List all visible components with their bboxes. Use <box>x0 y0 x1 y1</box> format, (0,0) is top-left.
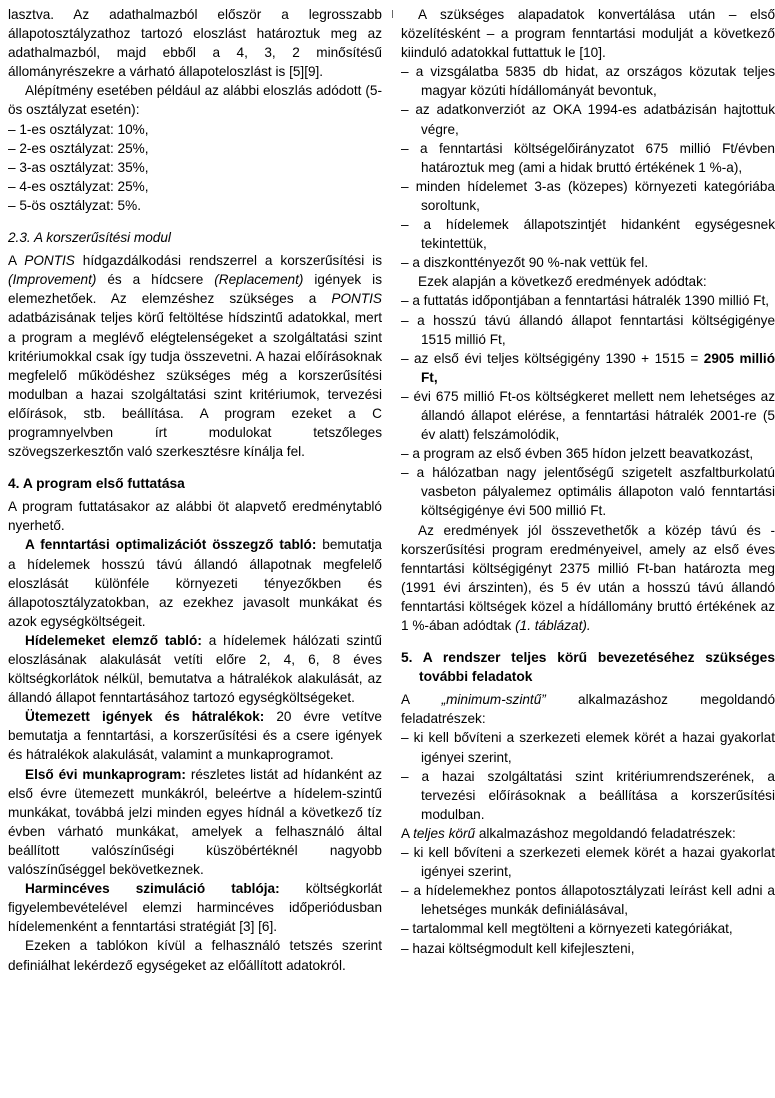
section-heading-4: 4. A program első futtatása <box>8 476 185 492</box>
results-intro: Ezek alapján a következő eredmények adódtak: <box>418 274 707 290</box>
list-item: – 3-as osztályzat: 35%, <box>8 159 149 175</box>
pontis-term: PONTIS <box>24 253 75 269</box>
list-item: – a hídelemekhez pontos állapotosztályzati leírást kell adni a lehetséges munkák definiálásával, <box>401 883 775 918</box>
list-item: – ki kell bővíteni a szerkezeti elemek körét a hazai gyakorlat igényei szerint, <box>401 845 775 880</box>
text-run: igények is elemezhetőek. Az elemzéshez szükséges a <box>8 272 382 307</box>
list-item <box>401 349 775 387</box>
tablo-title: Ütemezett igények és hátralékok: <box>25 709 265 725</box>
intro-paragraph: lasztva. Az adathalmazból először a legrosszabb állapotosztályzathoz tartozó eloszlást határoztuk meg az adathalmazból, majd ebből a 4, 3, 2 minősítésű állományrészekre a várható állapoteloszlást is [5][9]. <box>8 7 382 80</box>
tablo-text: bemutatja a hídelemek hosszú távú állandó állapotnak megfelelő eloszlását különféle környezeti tényezőkben és állapotosztályzatokban, az ezekhez javasolt munkákat és azok egységköltségeit. <box>8 537 382 629</box>
minimum-list <box>401 728 775 823</box>
list-item: – a hídelemek állapotszintjét hidanként egységesnek tekintettük, <box>401 217 775 252</box>
full-term: teljes körű <box>413 825 476 841</box>
pontis-term: PONTIS <box>331 291 382 307</box>
distribution-list <box>8 120 382 215</box>
text-run: – az első évi teljes költségigény 1390 + 1515 = <box>401 350 704 366</box>
tablo-text: 20 évre vetítve bemutatja a fenntartási, a korszerűsítési és a csere igények és hátralékok alakulását, valamint a munkaprogramot. <box>8 709 382 763</box>
list-item: – a hosszú távú állandó állapot fenntartási költségigénye 1515 millió Ft, <box>401 312 775 347</box>
section-heading-5: 5. A rendszer teljes körű bevezetéséhez szükséges további feladatok <box>401 650 775 685</box>
column-separator-mark <box>392 10 393 18</box>
example-paragraph: Alépítmény esetében például az alábbi eloszlás adódott (5-ös osztályzat esetén): <box>8 83 382 118</box>
list-item: – a diszkonttényezőt 90 %-nak vettük fel. <box>401 255 649 271</box>
text-run: A <box>8 253 25 269</box>
tablo-title: Harmincéves szimuláció tablója: <box>25 881 280 897</box>
conversion-paragraph: A szükséges alapadatok konvertálása után – első közelítésként – a program fenntartási modulját a következő kiinduló adatokkal futtattuk le [10]. <box>401 7 775 61</box>
results-list <box>401 291 775 520</box>
text-run: és a hídcsere <box>96 272 215 288</box>
section-4-intro: A program futtatásakor az alábbi öt alapvető eredménytabló nyerhető. <box>8 499 382 534</box>
minimum-intro <box>401 690 775 728</box>
minimum-term: „minimum-szintű” <box>441 692 546 708</box>
closing-paragraph: Ezeken a tablókon kívül a felhasználó tetszés szerint definiálhat lekérdező egységeket az előállított adatokról. <box>8 938 382 973</box>
text-run: alkalmazáshoz megoldandó feladatrészek: <box>401 692 775 727</box>
tablo-harminceves <box>8 879 382 936</box>
tablo-hidelem <box>8 631 382 707</box>
replacement-term: (Replacement) <box>214 272 304 288</box>
tablo-text: részletes listát ad hídanként az első évre ütemezett munkákról, beleértve a hídelem-szintű munkákat, továbbá jelzi minden egyes hídnál a következő tíz évben várható munkákat, amelyek a felhasználó által beállított valószínűségi küszöbértéknél nagyobb valószínűséggel bekövetkeznek. <box>8 766 382 878</box>
list-item: – tartalommal kell megtölteni a környezeti kategóriákat, <box>401 921 733 937</box>
tablo-optimalizacio <box>8 535 382 630</box>
full-intro <box>401 824 775 843</box>
input-data-list <box>401 62 775 272</box>
full-list <box>401 843 775 958</box>
list-item: – 5-ös osztályzat: 5%. <box>8 197 141 213</box>
list-item: – az adatkonverziót az OKA 1994-es adatbázisán hajtottuk végre, <box>401 102 775 137</box>
list-item: – a hálózatban nagy jelentőségű szigetelt aszfaltburkolatú vasbeton pályalemez optimális állapoton való fenntartási költségigénye évi 500 millió Ft. <box>401 465 775 519</box>
text-run: hídgazdálkodási rendszerrel a korszerűsítési is <box>74 253 382 269</box>
improvement-term: (Improvement) <box>8 272 97 288</box>
text-run: Az eredmények jól összevethetők a közép távú és -korszerűsítési program eredményeivel, amely az első éves fenntartási költségigényt 2375 millió Ft-ban határozta meg (1991 évi árszinten), és 5 év után a hosszú távú állandó fenntartási költségek közel a hídállomány bruttó értékének az 1 %-ában adódtak <box>401 522 775 633</box>
tablo-text: a hídelemek hálózati szintű eloszlásának alakulását vetíti előre 2, 4, 6, 8 éves költségkorlátok nélkül, bemutatva a hátralékok alakulását, az állandó állapot fenntartásához tartozó egységköltségeket. <box>8 632 382 706</box>
text-run: adatbázisának teljes körű feltöltése hídszintű adatokkal, mert a program a meglévő elégtelenségeket a szolgáltatási szint kritériumokkal csak így tudja összevetni. A hazai előírásoknak megfelelő működéshez szükséges még a korszerűsítési modulban a hazai szolgáltatási szint kritériumok, tervezési előírások, stb. beállítása. A program ezeket a C programnyelvben írt modulokat tetszőleges szövegszerkesztőn való szerkesztésre kínálja fel. <box>8 310 382 460</box>
text-run: A <box>401 825 414 841</box>
tablo-title: Hídelemeket elemző tabló: <box>25 632 202 648</box>
list-item: – hazai költségmodult kell kifejleszteni, <box>401 940 635 956</box>
list-item: – minden hídelemet 3-as (közepes) környezeti kategóriába soroltunk, <box>401 178 775 213</box>
table-reference: (1. táblázat). <box>515 618 591 633</box>
comparison-paragraph <box>401 521 775 636</box>
tablo-elso-evi <box>8 765 382 880</box>
right-column <box>401 5 775 958</box>
tablo-title: A fenntartási optimalizációt összegző tabló: <box>25 537 317 553</box>
list-item: – évi 675 millió Ft-os költségkeret mellett nem lehetséges az állandó állapot elérése, a fenntartási hátralék 2001-re (5 év alatt) felszámolódik, <box>401 388 775 443</box>
modul-paragraph <box>8 251 382 461</box>
text-run: A <box>401 692 442 708</box>
left-column <box>8 5 382 975</box>
tablo-utemezett <box>8 707 382 764</box>
section-heading-2-3: 2.3. A korszerűsítési modul <box>8 230 171 246</box>
list-item: – a hazai szolgáltatási szint kritériumrendszerének, a tervezési előírásoknak a beállítása a korszerűsítési modulban. <box>401 768 775 822</box>
list-item: – ki kell bővíteni a szerkezeti elemek körét a hazai gyakorlat igényei szerint, <box>401 730 775 765</box>
tablo-text: költségkorlát figyelembevételével elemzi harmincéves időperiódusban hídelemenként a fenntartási stratégiát [3] [6]. <box>8 881 383 935</box>
list-item: – 1-es osztályzat: 10%, <box>8 121 149 137</box>
text-run: alkalmazáshoz megoldandó feladatrészek: <box>475 825 736 841</box>
list-item: – a fenntartási költségelőirányzatot 675 millió Ft/évben határoztuk meg (ami a hidak bruttó értékének 1 %-a), <box>401 140 775 175</box>
list-item: – 4-es osztályzat: 25%, <box>8 178 149 194</box>
list-item: – a program az első évben 365 hídon jelzett beavatkozást, <box>401 446 754 462</box>
total-cost-value: 2905 millió Ft, <box>421 350 775 385</box>
list-item: – a futtatás időpontjában a fenntartási hátralék 1390 millió Ft, <box>401 293 770 309</box>
list-item: – a vizsgálatba 5835 db hidat, az országos közutak teljes magyar közúti hídállományát bevontuk, <box>401 64 775 99</box>
list-item: – 2-es osztályzat: 25%, <box>8 140 149 156</box>
tablo-title: Első évi munkaprogram: <box>25 766 186 782</box>
